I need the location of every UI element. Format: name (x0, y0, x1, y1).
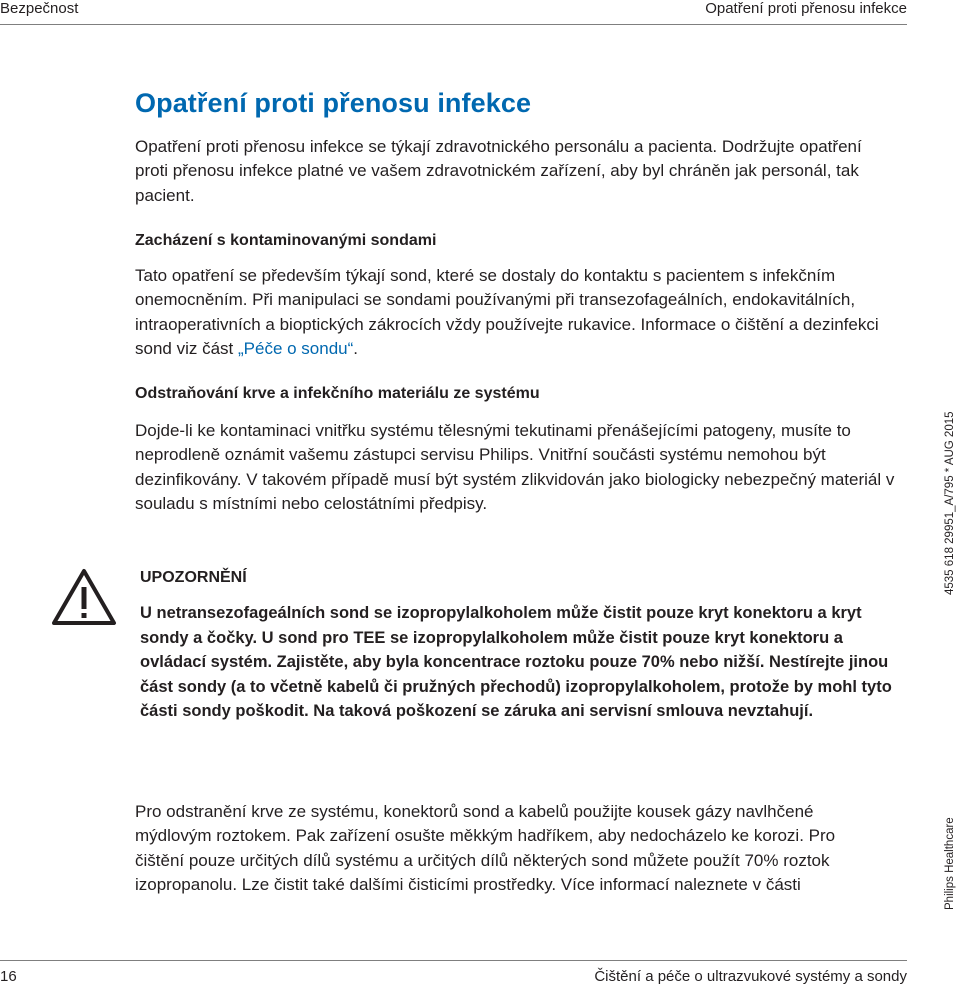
page-title: Opatření proti přenosu infekce (135, 88, 532, 118)
footer-divider (0, 960, 907, 961)
page-number: 16 (0, 968, 17, 985)
contaminated-probes-paragraph (135, 264, 895, 362)
intro-paragraph: Opatření proti přenosu infekce se týkají zdravotnického personálu a pacienta. Dodržujte opatření proti přenosu infekce platné ve vašem zdravotnickém zařízení, aby byl chráněn jak personál, tak pacient. (135, 137, 862, 205)
header-divider (0, 24, 907, 25)
header-topic: Opatření proti přenosu infekce (705, 0, 907, 17)
header-section: Bezpečnost (0, 0, 79, 17)
warning-text: U netransezofageálních sond se izopropylalkoholem může čistit pouze kryt konektoru a kryt sondy a čočky. U sond pro TEE se izopropylalkoholem může čistit pouze kryt konektoru a ovládací systém. Zajistěte, aby byla koncentrace roztoku pouze 70% nebo nižší. Nestírejte jinou část sondy (a to včetně kabelů či pružných přechodů) izopropylalkoholem, protože by mohl tyto části sondy poškodit. Na taková poškození se záruka ani servisní smlouva nevztahují. (140, 604, 892, 721)
contaminated-probes-text: Tato opatření se především týkají sond, které se dostaly do kontaktu s pacientem s infekčním onemocněním. Při manipulaci se sondami používanými při transezofageálních, endokavitálních, intraoperativních a bioptických zákrocích vždy používejte rukavice. Informace o čištění a dezinfekci sond viz část (135, 266, 879, 359)
book-title: Čištění a péče o ultrazvukové systémy a sondy (594, 968, 907, 985)
section-heading-blood-removal: Odstraňování krve a infekčního materiálu ze systému (135, 385, 540, 402)
blood-removal-paragraph: Dojde-li ke kontaminaci vnitřku systému tělesnými tekutinami přenášejícími patogeny, musíte to neprodleně oznámit vašemu zástupci servisu Philips. Vnitřní součásti systému nemohou být dezinfikovány. V takovém případě musí být systém zlikvidován jako biologicky nebezpečný materiál v souladu s místními nebo celostátními předpisy. (135, 421, 895, 514)
cleaning-paragraph: Pro odstranění krve ze systému, konektorů sond a kabelů použijte kousek gázy navlhčené mýdlovým roztokem. Pak zařízení osušte měkkým hadříkem, aby nedocházelo ke korozi. Pro čištění pouze určitých dílů systému a určitých dílů některých sond můžete použít 70% roztok izopropanolu. Lze čistit také dalšími čisticími prostředky. Více informací naleznete v části (135, 802, 836, 895)
section-heading-contaminated-probes: Zacházení s kontaminovanými sondami (135, 232, 437, 249)
probe-care-link[interactable]: „Péče o sondu“ (238, 339, 354, 359)
warning-triangle-icon (51, 567, 117, 627)
side-document-id: 4535 618 29951_A/795 * AUG 2015 (944, 411, 956, 595)
side-brand: Philips Healthcare (944, 817, 956, 910)
warning-title: UPOZORNĚNÍ (140, 569, 247, 586)
contaminated-probes-text-end: . (353, 339, 359, 359)
